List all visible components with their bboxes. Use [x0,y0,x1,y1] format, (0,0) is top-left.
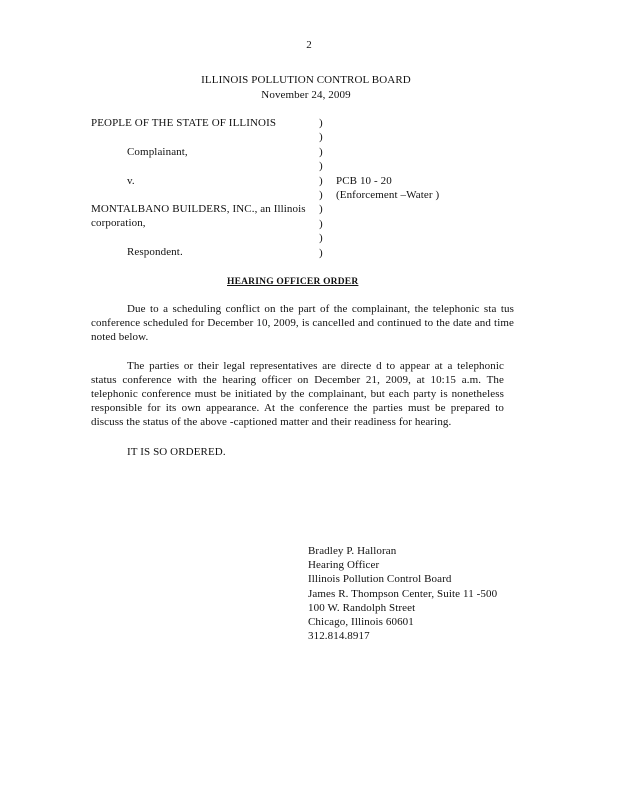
agency-name: ILLINOIS POLLUTION CONTROL BOARD [201,74,411,86]
signer-phone: 312.814.8917 [308,630,370,643]
versus-label: v. [127,175,135,187]
defendant-name: MONTALBANO BUILDERS, INC., an Illinois [91,203,306,215]
signer-address-city: Chicago, Illinois 60601 [308,615,414,628]
caption-paren: ) [319,160,323,173]
defendant-name-continued: corporation, [91,217,146,229]
paragraph-scheduling-conflict: Due to a scheduling conflict on the part of the complainant, the telephonic sta tus conference scheduled for December 10, 2009, is cancelled and continued to the date and time noted below. [91,303,514,343]
caption-paren: ) [319,131,323,144]
order-title: HEARING OFFICER ORDER [227,277,359,287]
caption-paren: ) [319,117,323,129]
caption-paren: ) [319,217,323,230]
caption-parentheses [319,116,323,260]
signer-address-street: 100 W. Randolph Street [308,601,416,614]
plaintiff-name: PEOPLE OF THE STATE OF ILLINOIS [91,117,277,129]
caption-paren: ) [319,188,323,201]
caption-paren: ) [319,232,323,245]
signature-block [308,544,497,643]
paragraph-status-conference: The parties or their legal representatives are directe d to appear at a telephonic status conference with the hearing officer on December 21, 2009, at 10:15 a.m. The telephonic conference must be initiated by the complainant, but each party is nonetheless responsible for its own appearance. At the conference the parties must be prepared to discuss the status of the above -captioned matter and their readiness for hearing. [91,360,504,428]
defendant-role: Respondent. [127,246,183,258]
signer-name: Bradley P. Halloran [308,545,397,557]
page-number: 2 [306,39,312,51]
signer-address-building: James R. Thompson Center, Suite 11 -500 [308,587,498,600]
plaintiff-role: Complainant, [127,146,188,158]
caption-paren: ) [319,246,323,259]
caption-paren: ) [319,174,323,187]
signer-title: Hearing Officer [308,559,380,572]
paragraph-so-ordered: IT IS SO ORDERED. [127,446,226,458]
case-number: PCB 10 - 20 [336,175,392,187]
case-type: (Enforcement –Water ) [336,189,440,201]
caption-paren: ) [319,203,323,216]
order-date: November 24, 2009 [261,89,351,101]
caption-paren: ) [319,145,323,158]
signer-agency: Illinois Pollution Control Board [308,573,452,586]
